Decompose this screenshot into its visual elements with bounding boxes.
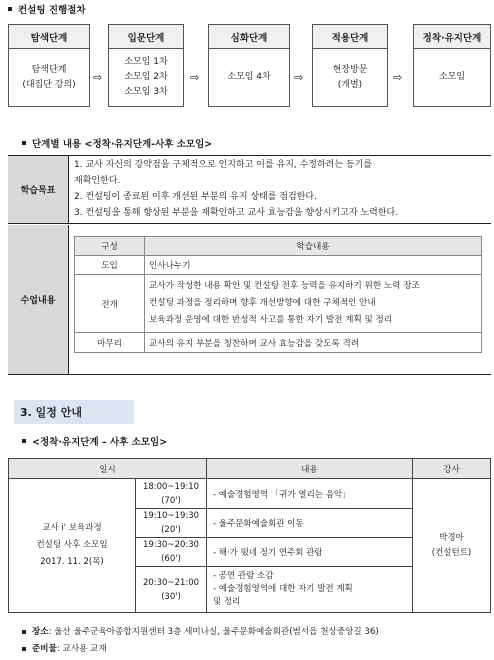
bullet-marker — [22, 630, 26, 634]
slot-time: 19:30~20:30 — [142, 540, 200, 550]
phase-cell: 전개 — [75, 275, 145, 333]
schedule-section-title: 3. 일정 안내 — [14, 400, 134, 424]
content-cell: 인사나누기 — [145, 256, 482, 275]
goal-line: 3. 컨설팅을 통해 향상된 부분을 재확인하고 교사 효능감을 향상시키고자 노력한다. — [74, 208, 399, 218]
flow-step-2 — [108, 24, 184, 107]
event-line: 컨설팅 사후 소모임 — [36, 540, 108, 550]
flow-step-title: 입문단계 — [109, 25, 183, 49]
col-header: 내용 — [207, 459, 413, 479]
right-arrow-icon: ⇨ — [393, 71, 403, 84]
flow-step-4 — [312, 24, 388, 107]
content-line: 교사가 작성한 내용 확인 및 컨설팅 전후 능력을 유지하기 위한 노력 장조 — [149, 281, 420, 291]
flow-step-title: 적용단계 — [313, 25, 387, 49]
place-label: 장소 — [32, 627, 49, 637]
goal-line: 2. 컨설팅이 종료된 이후 개선된 부분의 유지 상태를 점검한다. — [74, 192, 317, 202]
event-line: 교사 i' 보육과정 — [42, 523, 102, 533]
slot-content: - 울주문화예술회관 이동 — [207, 509, 413, 538]
right-arrow-icon: ⇨ — [294, 71, 304, 84]
slot-content-line: - 예술경험영역에 대한 자기 발전 계획 — [213, 584, 353, 594]
slot-time: 18:00~19:10 — [142, 481, 200, 492]
supplies-note — [32, 642, 107, 654]
content-line: 컨설팅 과정을 정리하며 향후 개선방향에 대한 구체적인 안내 — [149, 298, 376, 308]
instructor-role: (컨설턴트) — [431, 547, 472, 558]
slot-duration: (20') — [161, 525, 181, 535]
flow-step-line: 탐색단계 — [31, 64, 67, 75]
col-header: 강사 — [413, 459, 491, 479]
col-header: 일시 — [9, 459, 207, 479]
class-label: 수업내용 — [8, 225, 69, 374]
event-line: 2017. 11. 2(목) — [40, 557, 104, 567]
flow-step-line: 소모임 — [438, 72, 466, 82]
phase-cell: 도입 — [75, 256, 145, 275]
bullet-marker — [22, 141, 26, 145]
bullet-marker — [22, 439, 26, 443]
content-cell: 교사의 유지 부분을 칭찬하며 교사 효능감을 갖도록 격려 — [145, 333, 482, 353]
slot-time: 20:30~21:00 — [142, 577, 200, 588]
flow-step-line: 소모임 4차 — [227, 72, 271, 82]
right-arrow-icon: ⇨ — [93, 71, 103, 84]
flow-step-title: 정착·유지단계 — [414, 25, 490, 49]
phase-cell: 마무리 — [75, 333, 145, 353]
slot-content-line: 및 정리 — [213, 597, 241, 607]
place-note — [32, 625, 379, 637]
flow-step-line: 소모임 1차 — [124, 57, 168, 67]
content-line: 보육과정 운영에 대한 반성적 사고를 통한 자기 발전 계획 및 정리 — [149, 315, 393, 325]
schedule-table — [8, 458, 491, 613]
flow-step-line: 소모임 3차 — [124, 87, 168, 97]
flow-step-3 — [208, 24, 290, 107]
supplies-text: : 교사용 교재 — [56, 644, 107, 654]
flow-step-line: 현장방문 — [332, 64, 368, 75]
slot-time: 19:10~19:30 — [142, 511, 200, 521]
slot-content-line: - 공연 관람 소감 — [213, 571, 274, 581]
slot-content: - 예술경험영역 「귀가 열리는 음악」 — [207, 479, 413, 509]
goal-line: 1. 교사 자신의 강약점을 구체적으로 인지하고 이를 유지, 수정하려는 동기를 — [74, 160, 373, 170]
goal-line: 재확인한다. — [74, 176, 121, 186]
flow-step-1 — [8, 24, 90, 107]
bullet-marker — [8, 7, 12, 11]
schedule-heading: <정착·유지단계 – 사후 소모임> — [32, 437, 168, 448]
goals-label: 학습목표 — [8, 156, 69, 223]
flow-step-title: 심화단계 — [209, 25, 289, 49]
col-header: 구성 — [75, 237, 145, 256]
class-section — [8, 225, 491, 375]
place-text: : 울산 울주군육아종합지원센터 3층 세미나실, 울주문화예술회관(범서읍 천상중앙길 36) — [48, 627, 379, 637]
slot-duration: (60') — [161, 554, 181, 564]
supplies-label: 준비물 — [32, 644, 57, 654]
goals-section — [8, 155, 491, 224]
process-heading: 컨설팅 진행절차 — [18, 5, 86, 16]
stage-heading: 단계별 내용 <정착·유지단계-사후 소모임> — [32, 139, 213, 150]
right-arrow-icon: ⇨ — [190, 71, 200, 84]
col-header: 학습내용 — [145, 237, 482, 256]
instructor-name: 박경아 — [439, 532, 464, 543]
flow-step-5 — [413, 24, 491, 107]
class-content-table — [74, 236, 482, 353]
slot-content: - 해·가 떴네 정기 연주회 관람 — [207, 538, 413, 567]
flow-step-title: 탐색단계 — [9, 25, 89, 49]
flow-step-line: (개별) — [337, 79, 363, 90]
slot-duration: (70') — [161, 495, 181, 506]
flow-step-line: (대집단 강의) — [22, 79, 76, 90]
bullet-marker — [22, 647, 26, 651]
flow-step-line: 소모임 2차 — [124, 72, 168, 82]
slot-duration: (30') — [161, 591, 181, 602]
